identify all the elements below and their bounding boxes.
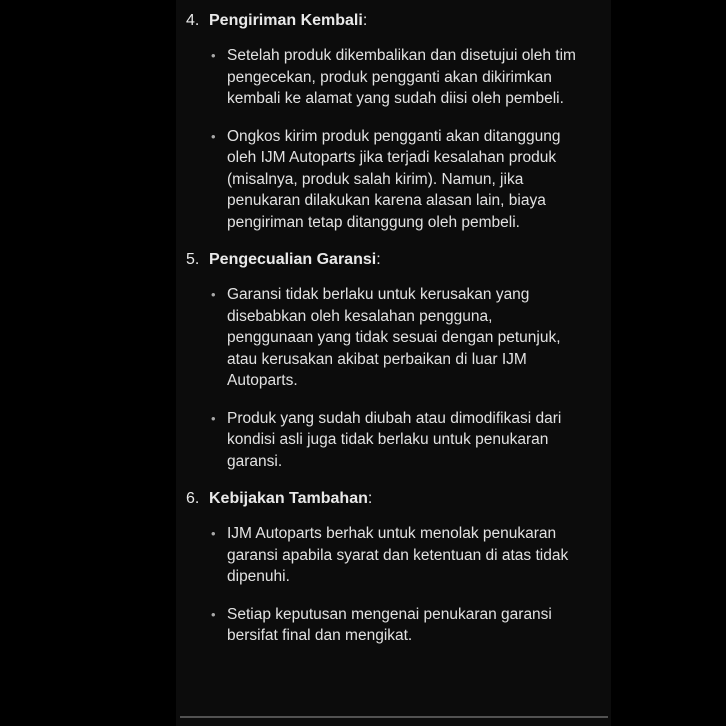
bullet-item xyxy=(211,45,577,110)
section-number: 6. xyxy=(186,490,200,507)
section-heading xyxy=(186,249,577,270)
bullet-list xyxy=(186,284,577,472)
section-title-colon: : xyxy=(367,490,373,507)
bullet-item xyxy=(211,523,577,588)
section-title-wrap xyxy=(209,488,372,509)
bullet-list xyxy=(186,45,577,233)
bullet-text: IJM Autoparts berhak untuk menolak penukaran garansi apabila syarat dan ketentuan di atas tidak dipenuhi. xyxy=(227,525,569,585)
bullet-text: Setelah produk dikembalikan dan disetujui oleh tim pengecekan, produk pengganti akan dikirimkan kembali ke alamat yang sudah diisi oleh pembeli. xyxy=(227,47,576,107)
bullet-marker-icon: • xyxy=(211,48,216,63)
policy-section xyxy=(186,249,577,472)
bullet-item xyxy=(211,126,577,234)
section-title-colon: : xyxy=(362,12,368,29)
section-heading xyxy=(186,488,577,509)
bullet-marker-icon: • xyxy=(211,287,216,302)
bullet-marker-icon: • xyxy=(211,410,216,426)
policy-section xyxy=(186,10,577,233)
bullet-text: Ongkos kirim produk pengganti akan ditanggung oleh IJM Autoparts jika terjadi kesalahan produk (misalnya, produk salah kirim). Namun, jika penukaran dilakukan karena alasan lain, biaya pengiriman tetap ditanggung oleh pembeli. xyxy=(227,127,561,231)
bullet-item xyxy=(211,408,577,473)
bullet-text: Setiap keputusan mengenai penukaran garansi bersifat final dan mengikat. xyxy=(227,605,552,644)
bullet-marker-icon: • xyxy=(211,128,216,144)
bottom-divider xyxy=(180,716,608,718)
section-number: 5. xyxy=(186,251,200,268)
bullet-marker-icon: • xyxy=(211,606,216,622)
bullet-list xyxy=(186,523,577,647)
section-title: Kebijakan Tambahan xyxy=(209,490,368,507)
document-content xyxy=(176,0,611,726)
section-title: Pengecualian Garansi xyxy=(209,251,377,268)
bullet-item xyxy=(211,604,577,647)
section-title: Pengiriman Kembali xyxy=(209,12,363,29)
policy-section xyxy=(186,488,577,647)
section-title-wrap xyxy=(209,10,367,31)
section-title-wrap xyxy=(209,249,381,270)
section-heading xyxy=(186,10,577,31)
section-title-colon: : xyxy=(376,251,381,268)
bullet-marker-icon: • xyxy=(211,526,216,541)
bullet-text: Garansi tidak berlaku untuk kerusakan yang disebabkan oleh kesalahan pengguna, penggunaan yang tidak sesuai dengan petunjuk, atau kerusakan akibat perbaikan di luar IJM Autoparts. xyxy=(227,286,561,389)
section-number: 4. xyxy=(186,12,200,29)
bullet-item xyxy=(211,284,577,392)
bullet-text: Produk yang sudah diubah atau dimodifikasi dari kondisi asli juga tidak berlaku untuk penukaran garansi. xyxy=(227,409,562,470)
